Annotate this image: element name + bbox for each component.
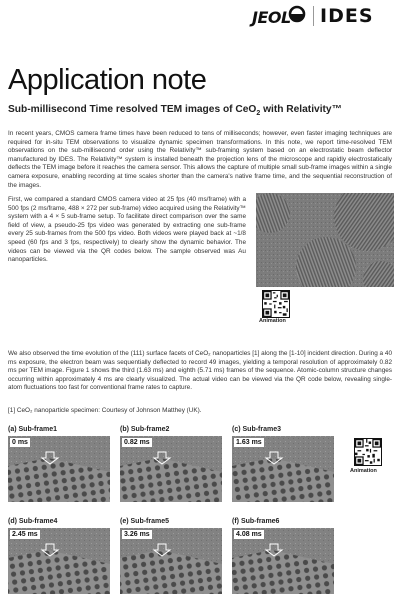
qr-code-ceo2-video-icon[interactable] <box>354 438 382 466</box>
sub-frame-label: (e) Sub-frame5 <box>120 518 170 525</box>
sub-frame-label: (c) Sub-frame3 <box>232 426 282 433</box>
page-title: Application note <box>8 64 207 96</box>
frame-time-badge: 3.26 ms <box>124 531 150 538</box>
sub-frame-label: (a) Sub-frame1 <box>8 426 58 433</box>
logo-divider <box>313 6 314 26</box>
jeol-ring-logo-icon <box>288 5 306 23</box>
sub-frame-label: (f) Sub-frame6 <box>232 518 280 525</box>
au-nanoparticle-tem-image <box>256 193 394 287</box>
jeol-logo: JEOL <box>252 8 291 27</box>
specimen-footnote: [1] CeO₂ nanoparticle specimen: Courtesy of Johnson Matthey (UK). <box>8 407 202 414</box>
frame-time-badge: 4.08 ms <box>236 531 262 538</box>
intro-paragraph: In recent years, CMOS camera frame times have been reduced to tens of milliseconds; however, even faster imaging techniques are required for in-situ TEM observations to visualize dynamic specimen transformations. In this note, we report time-resolved TEM observations on the sub-millisecond order using the Relativity™ sub-framing system based on an electrostatic beam deflector manufactured by IDES. The Relativity™ system is installed beneath the projection lens of the microscope and rapidly electrostatically deflects the TEM image before it reaches the camera sensor. This allows the capture of multiple small sub-frame images within a single camera exposure, enabling recording at time scales shorter than the camera's native frame time, and the sequential reconstruction of the images. <box>8 130 392 189</box>
ceo2-paragraph: We also observed the time evolution of the (111) surface facets of CeO₂ nanoparticles [1] along the [1-10] incident direction. During a 40 ms exposure, the electron beam was sequentially deflected to record 49 images, yielding a temporal resolution of approximately 0.82 ms per TEM image. Figure 1 shows the third (1.63 ms) and eighth (5.71 ms) frames of the sequence. Atomic-column structure changes occurring within approximately 4 ms are clearly visualized. The actual video can be viewed via the QR code below, revealing single-atom fluctuations too fast for conventional frame rates to capture. <box>8 350 392 392</box>
frame-time-badge: 2.45 ms <box>12 531 38 538</box>
frame-time-badge: 0.82 ms <box>124 439 150 446</box>
qr-code-au-video-icon[interactable] <box>262 290 290 318</box>
page-subtitle: Sub-millisecond Time resolved TEM images of CeO$_2$ with Relativity™ <box>8 104 342 118</box>
frame-time-badge: 0 ms <box>12 439 28 446</box>
frame-time-badge: 1.63 ms <box>236 439 262 446</box>
sub-frame-label: (b) Sub-frame2 <box>120 426 170 433</box>
animation-label-2: Animation <box>350 468 377 474</box>
ides-logo: IDES <box>320 5 374 27</box>
animation-label-1: Animation <box>259 318 286 324</box>
comparison-paragraph: First, we compared a standard CMOS camera video at 25 fps (40 ms/frame) with a 500 fps (2 ms/frame, 488 × 272 per sub-frame) video acquired using the Relativity™ system with a 4 × 5 sub-frame setup. To facilitate direct comparison over the same field of view, a pseudo-25 fps video was generated by extracting one sub-frame every 25 sub-frames from the 500 fps video. Both videos were played back at ~1/8 speed (60 fps and 3 fps, respectively) to clearly show the dynamic behavior. The videos can be viewed via the QR codes below. The sample observed was Au nanoparticles. <box>8 196 246 264</box>
sub-frame-label: (d) Sub-frame4 <box>8 518 58 525</box>
